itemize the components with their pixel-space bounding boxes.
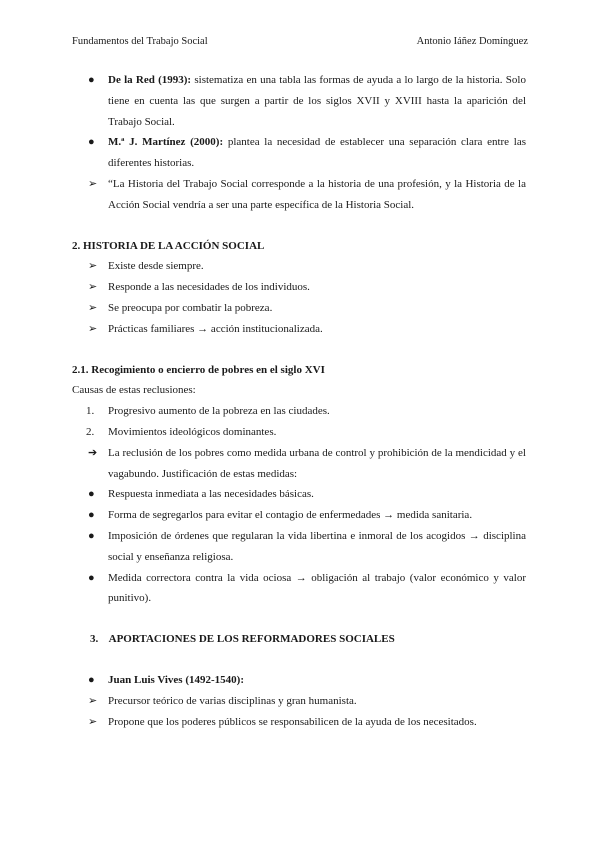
item-text: plantea la necesidad de establecer una separación clara entre las diferentes historias. xyxy=(108,136,526,170)
item-text: Movimientos ideológicos dominantes. xyxy=(108,425,277,438)
arrow-marker: ➢ xyxy=(88,322,98,335)
list-item xyxy=(72,712,526,733)
header-course-title: Fundamentos del Trabajo Social xyxy=(72,36,208,47)
bullet-marker: ● xyxy=(88,74,95,86)
item-text: “La Historia del Trabajo Social corresponde a la historia de una profesión, y la Historia de la Acción Social vendría a ser una parte específica de la Historia Social. xyxy=(108,177,526,211)
arrow-marker: ➢ xyxy=(88,281,98,294)
arrow-marker: ➢ xyxy=(88,301,98,314)
item-text: Precursor teórico de varias disciplinas y gran humanista. xyxy=(108,694,357,707)
list-item xyxy=(72,174,526,216)
author-reference: M.ª J. Martínez (2000): xyxy=(108,136,224,149)
number-marker: 2. xyxy=(86,425,95,438)
item-text: Imposición de órdenes que regularan la vida libertina e inmoral de los acogidos → disciplina social y enseñanza religiosa. xyxy=(108,529,526,563)
arrow-marker: ➢ xyxy=(88,177,98,190)
page-content xyxy=(72,70,526,732)
bullet-marker: ● xyxy=(88,529,95,542)
section-2-1-heading: 2.1. Recogimiento o encierro de pobres en el siglo XVI xyxy=(72,363,325,376)
list-item xyxy=(72,256,526,277)
header-author: Antonio Iáñez Domínguez xyxy=(416,36,528,47)
item-text: Medida correctora contra la vida ociosa → obligación al trabajo (valor económico y valor punitivo). xyxy=(108,571,526,605)
item-text: sistematiza en una tabla las formas de ayuda a lo largo de la historia. Solo tiene en cuenta las que surgen a partir de los siglos XVII y XVIII hasta la aparición del Trabajo Social. xyxy=(108,74,526,128)
section-2-heading: 2. HISTORIA DE LA ACCIÓN SOCIAL xyxy=(72,239,265,252)
list-item xyxy=(72,70,526,132)
list-item xyxy=(72,277,526,298)
item-text: Prácticas familiares → acción institucionalizada. xyxy=(108,322,323,335)
number-marker: 1. xyxy=(86,405,95,418)
item-text: Forma de segregarlos para evitar el contagio de enfermedades → medida sanitaria. xyxy=(108,509,473,522)
reformer-name: Juan Luis Vives (1492-1540): xyxy=(108,673,244,686)
page-header xyxy=(72,36,528,47)
section-3-heading: 3. APORTACIONES DE LOS REFORMADORES SOCIALES xyxy=(90,633,395,646)
item-text: Existe desde siempre. xyxy=(108,260,204,273)
item-text: La reclusión de los pobres como medida urbana de control y prohibición de la mendicidad y el vagabundo. Justificación de estas medidas: xyxy=(108,446,526,480)
item-text: Responde a las necesidades de los individuos. xyxy=(108,281,310,294)
list-item xyxy=(72,691,526,712)
arrow-marker: ➢ xyxy=(88,694,98,707)
item-text: Respuesta inmediata a las necesidades básicas. xyxy=(108,488,314,501)
item-text: Progresivo aumento de la pobreza en las ciudades. xyxy=(108,405,330,418)
bullet-marker: ● xyxy=(88,136,95,149)
arrow-marker: ➔ xyxy=(88,446,98,459)
section-intro-text: Causas de estas reclusiones: xyxy=(72,384,196,397)
bullet-marker: ● xyxy=(88,571,95,584)
bullet-marker: ● xyxy=(88,673,95,686)
arrow-marker: ➢ xyxy=(88,715,98,728)
list-item xyxy=(72,670,526,691)
list-item xyxy=(72,484,526,505)
author-reference: De la Red (1993): xyxy=(108,74,192,86)
bullet-marker: ● xyxy=(88,509,95,522)
bullet-marker: ● xyxy=(88,488,95,501)
numbered-item xyxy=(72,401,526,422)
list-item xyxy=(72,298,526,319)
list-item xyxy=(72,132,526,174)
list-item xyxy=(72,505,526,526)
list-item xyxy=(72,568,526,610)
numbered-item xyxy=(72,422,526,443)
item-text: Propone que los poderes públicos se responsabilicen de la ayuda de los necesitados. xyxy=(108,715,477,728)
list-item xyxy=(72,443,526,485)
list-item xyxy=(72,526,526,568)
list-item xyxy=(72,319,526,340)
item-text: Se preocupa por combatir la pobreza. xyxy=(108,301,273,314)
arrow-marker: ➢ xyxy=(88,260,98,273)
